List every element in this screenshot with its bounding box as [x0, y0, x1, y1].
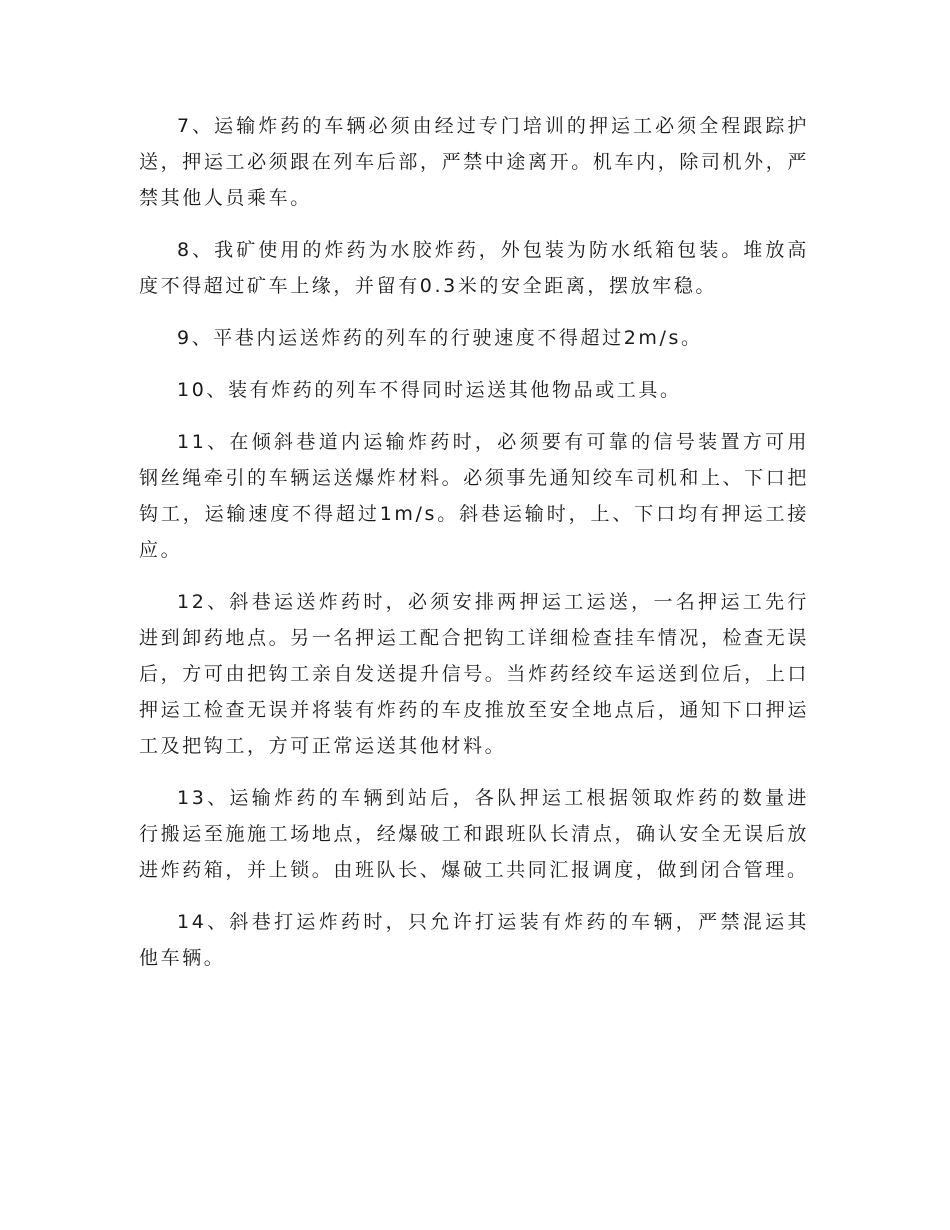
- paragraph-11: 11、在倾斜巷道内运输炸药时，必须要有可靠的信号装置方可用钢丝绳牵引的车辆运送爆炸材料。必须事先通知绞车司机和上、下口把钩工，运输速度不得超过1m/s。斜巷运输时，上、下口均有押运工接应。: [139, 431, 809, 561]
- paragraph-12: 12、斜巷运送炸药时，必须安排两押运工运送，一名押运工先行进到卸药地点。另一名押运工配合把钩工详细检查挂车情况，检查无误后，方可由把钩工亲自发送提升信号。当炸药经绞车运送到位后，上口押运工检查无误并将装有炸药的车皮推放至安全地点后，通知下口押运工及把钩工，方可正常运送其他材料。: [139, 591, 809, 757]
- paragraph-9: 9、平巷内运送炸药的列车的行驶速度不得超过2m/s。: [177, 327, 703, 349]
- paragraph-13: 13、运输炸药的车辆到站后，各队押运工根据领取炸药的数量进行搬运至施施工场地点，经爆破工和跟班队长清点，确认安全无误后放进炸药箱，并上锁。由班队长、爆破工共同汇报调度，做到闭合管理。: [139, 787, 809, 881]
- paragraph-7: 7、运输炸药的车辆必须由经过专门培训的押运工必须全程跟踪护送，押运工必须跟在列车后部，严禁中途离开。机车内，除司机外，严禁其他人员乘车。: [139, 115, 809, 209]
- paragraph-14: 14、斜巷打运炸药时，只允许打运装有炸药的车辆，严禁混运其他车辆。: [139, 911, 809, 969]
- paragraph-10: 10、装有炸药的列车不得同时运送其他物品或工具。: [177, 379, 682, 401]
- paragraph-8: 8、我矿使用的炸药为水胶炸药，外包装为防水纸箱包装。堆放高度不得超过矿车上缘，并留有0.3米的安全距离，摆放牢稳。: [139, 239, 809, 297]
- document-body: [139, 108, 809, 976]
